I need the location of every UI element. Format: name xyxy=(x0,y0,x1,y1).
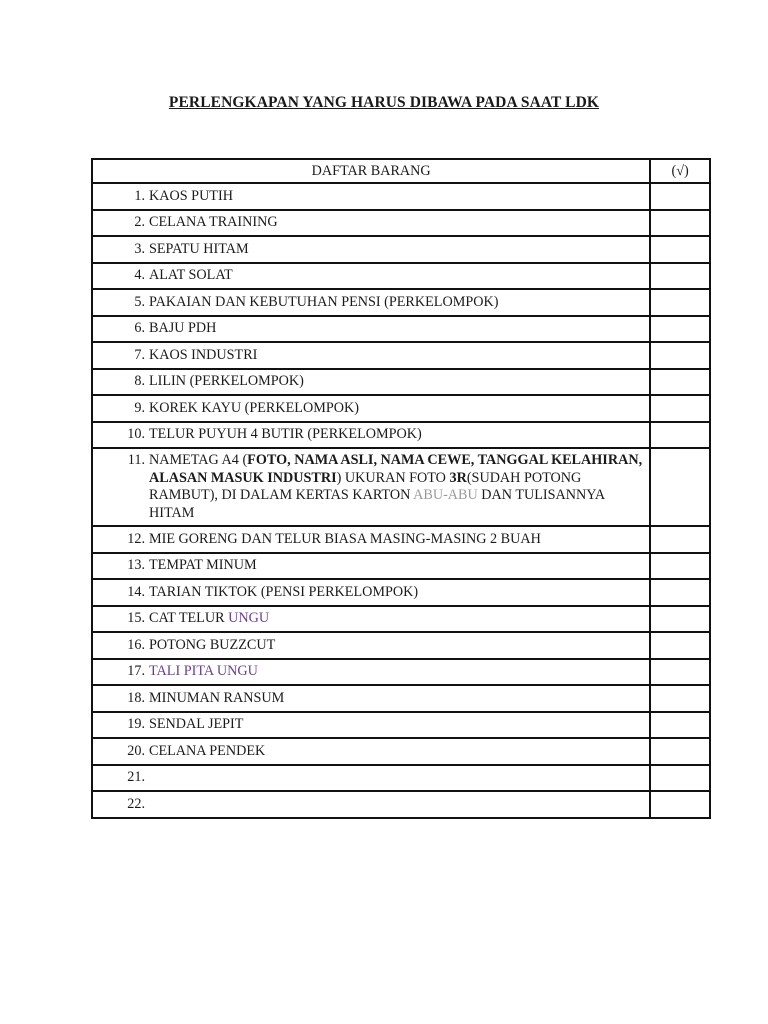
item-number: 6. xyxy=(134,320,145,336)
table-row xyxy=(92,632,710,659)
item-number: 4. xyxy=(134,267,145,283)
item-text: TEMPAT MINUM xyxy=(149,557,257,573)
item-text: TARIAN TIKTOK (PENSI PERKELOMPOK) xyxy=(149,583,419,600)
item-number: 10. xyxy=(127,426,145,442)
item-text: LILIN (PERKELOMPOK) xyxy=(149,373,304,389)
check-cell[interactable] xyxy=(650,738,710,765)
table-row xyxy=(92,738,710,765)
item-text: CAT TELUR UNGU xyxy=(149,610,270,626)
check-cell[interactable] xyxy=(650,422,710,449)
item-text: CELANA PENDEK xyxy=(149,742,266,759)
table-row xyxy=(92,712,710,739)
item-number: 19. xyxy=(127,716,145,732)
check-cell[interactable] xyxy=(650,263,710,290)
table-row xyxy=(92,395,710,422)
item-number: 21. xyxy=(127,769,145,785)
table-row xyxy=(92,765,710,792)
item-number: 9. xyxy=(134,399,145,416)
item-number: 5. xyxy=(134,293,145,310)
item-number: 3. xyxy=(134,240,145,257)
item-text: KAOS PUTIH xyxy=(149,187,233,204)
table-row xyxy=(92,791,710,818)
table-row xyxy=(92,553,710,580)
item-number: 8. xyxy=(134,373,145,389)
table-row xyxy=(92,448,710,526)
item-number: 11. xyxy=(127,452,145,468)
item-text: TALI PITA UNGU xyxy=(149,663,258,679)
item-text: KAOS INDUSTRI xyxy=(149,346,258,363)
item-number: 2. xyxy=(134,214,145,230)
checklist-table xyxy=(91,158,711,819)
item-text: CELANA TRAINING xyxy=(149,214,278,230)
check-cell[interactable] xyxy=(650,712,710,739)
check-cell[interactable] xyxy=(650,316,710,343)
table-row xyxy=(92,289,710,316)
table-header-row xyxy=(92,159,710,183)
item-text: KOREK KAYU (PERKELOMPOK) xyxy=(149,399,359,416)
page-title: PERLENGKAPAN YANG HARUS DIBAWA PADA SAAT LDK xyxy=(168,94,600,111)
table-row xyxy=(92,263,710,290)
item-number: 20. xyxy=(127,742,145,759)
table-row xyxy=(92,606,710,633)
table-row xyxy=(92,369,710,396)
item-number: 22. xyxy=(127,795,145,812)
item-number: 12. xyxy=(127,530,145,547)
table-row xyxy=(92,685,710,712)
item-text: PAKAIAN DAN KEBUTUHAN PENSI (PERKELOMPOK) xyxy=(149,293,499,310)
check-cell[interactable] xyxy=(650,606,710,633)
item-text: MINUMAN RANSUM xyxy=(149,689,285,706)
table-row xyxy=(92,210,710,237)
item-number: 17. xyxy=(127,663,145,679)
check-cell[interactable] xyxy=(650,210,710,237)
item-number: 18. xyxy=(127,689,145,706)
check-cell[interactable] xyxy=(650,342,710,369)
item-text: MIE GORENG DAN TELUR BIASA MASING-MASING 2 BUAH xyxy=(149,530,541,547)
check-cell[interactable] xyxy=(650,289,710,316)
table-row xyxy=(92,342,710,369)
check-cell[interactable] xyxy=(650,659,710,686)
item-number: 16. xyxy=(127,636,145,653)
check-cell[interactable] xyxy=(650,236,710,263)
check-cell[interactable] xyxy=(650,685,710,712)
item-text: NAMETAG A4 (FOTO, NAMA ASLI, NAMA CEWE, TANGGAL KELAHIRAN, ALASAN MASUK INDUSTRI) UKURAN FOTO 3R(SUDAH POTONG RAMBUT), DI DALAM KERTAS KARTON ABU-ABU DAN TULISANNYA HITAM xyxy=(149,452,643,521)
check-cell[interactable] xyxy=(650,765,710,792)
item-number: 13. xyxy=(127,557,145,573)
item-text: SENDAL JEPIT xyxy=(149,716,244,732)
item-text: POTONG BUZZCUT xyxy=(149,636,276,653)
item-number: 7. xyxy=(134,346,145,363)
table-row xyxy=(92,183,710,210)
table-row xyxy=(92,316,710,343)
table-row xyxy=(92,659,710,686)
check-cell[interactable] xyxy=(650,395,710,422)
item-text: BAJU PDH xyxy=(149,320,217,336)
check-cell[interactable] xyxy=(650,632,710,659)
item-text: ALAT SOLAT xyxy=(149,267,233,283)
check-cell[interactable] xyxy=(650,791,710,818)
table-row xyxy=(92,236,710,263)
check-cell[interactable] xyxy=(650,183,710,210)
check-cell[interactable] xyxy=(650,369,710,396)
item-number: 1. xyxy=(134,187,145,204)
check-cell[interactable] xyxy=(650,526,710,553)
item-text: SEPATU HITAM xyxy=(149,240,249,257)
header-daftar-barang: DAFTAR BARANG xyxy=(92,159,650,183)
check-cell[interactable] xyxy=(650,579,710,606)
table-row xyxy=(92,422,710,449)
header-check-mark: (√) xyxy=(650,159,710,183)
table-row xyxy=(92,579,710,606)
item-text: TELUR PUYUH 4 BUTIR (PERKELOMPOK) xyxy=(149,426,422,442)
item-number: 14. xyxy=(127,583,145,600)
item-number: 15. xyxy=(127,610,145,626)
table-row xyxy=(92,526,710,553)
check-cell[interactable] xyxy=(650,553,710,580)
check-cell[interactable] xyxy=(650,448,710,526)
